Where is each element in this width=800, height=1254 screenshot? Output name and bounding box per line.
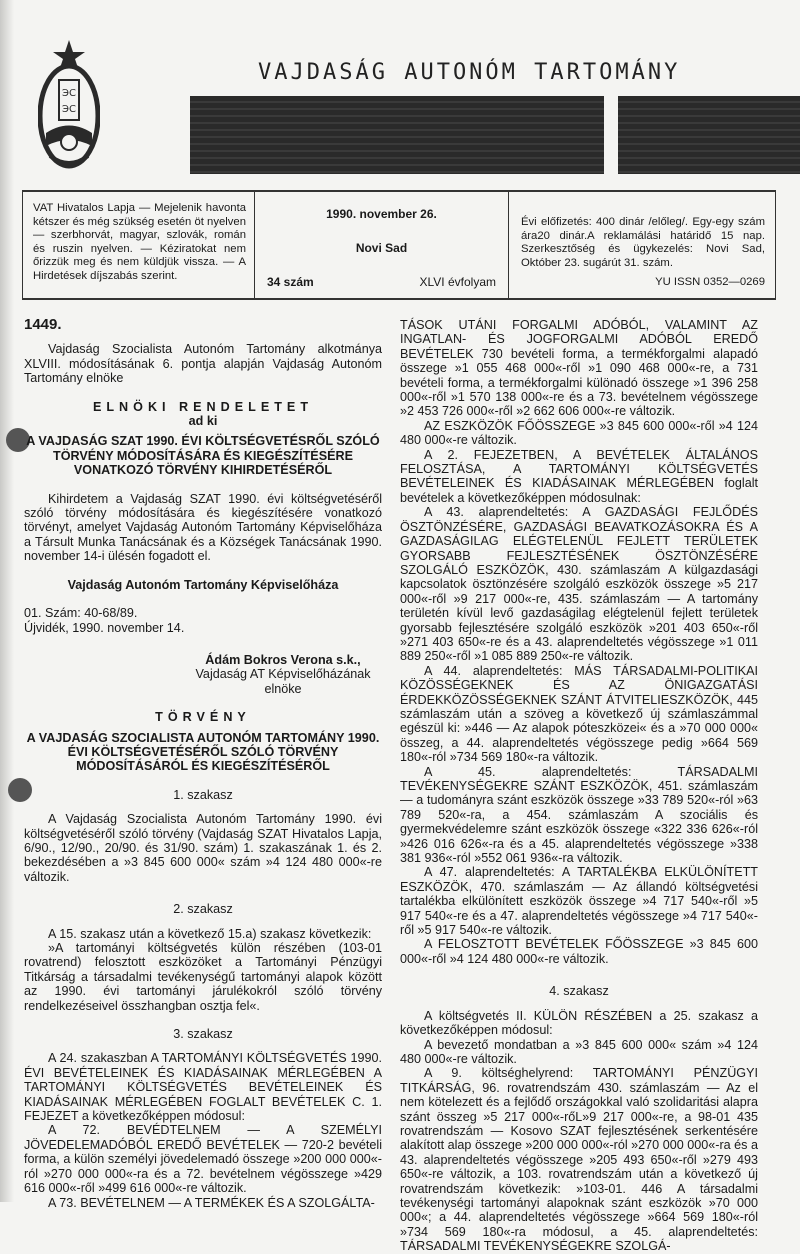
law-heading: A VAJDASÁG SZOCIALISTA AUTONÓM TARTOMÁNY 1990. ÉVI KÖLTSÉGVETÉSÉRŐL SZÓLÓ TÖRVÉNY MÓDOSÍTÁSÁRÓL ÉS KIEGÉSZÍTÉSÉRŐL xyxy=(26,730,380,774)
reference-place-date: Újvidék, 1990. november 14. xyxy=(24,620,185,635)
masthead-letter xyxy=(236,96,282,174)
body-paragraph: A 44. alaprendeltetés: MÁS TÁRSADALMI-POLITIKAI KÖZÖSSÉGEKNEK ÉS AZ ÖNIGAZGATÁSI ÉRDEKKÖZÖSSÉGEKNEK SZÁNT ÁTVITELIESZKÖZÖK, 445 számlaszám után a szöveg a következő új számlaszámmal egészül ki: »446 — Az alapok póteszközei« és a »70 000 000« összeg, a 44. alaprendeltetés végösszege pedig »664 569 180«-ról »734 569 180«-ra változik. xyxy=(400,663,758,765)
section-paragraph: A 24. szakaszban A TARTOMÁNYI KÖLTSÉGVETÉS 1990. ÉVI BEVÉTELEINEK ÉS KIADÁSAINAK MÉRLEGÉBEN A TARTOMÁNYI KÖLTSÉGVETÉS BEVÉTELEINEK ÉS KIADÁSAINAK MÉRLEGÉBEN FOGLALT BEVÉTELEK C. 1. FEJEZET a következőképpen módosul: xyxy=(24,1051,382,1124)
section-title: 4. szakasz xyxy=(549,984,609,999)
publication-info-box xyxy=(22,190,776,300)
section-title: 2. szakasz xyxy=(173,902,233,917)
assembly-name: Vajdaság Autonóm Tartomány Képviselőháza xyxy=(67,577,339,592)
issue-date: 1990. november 26. xyxy=(326,207,437,221)
masthead-letter xyxy=(558,96,604,174)
signer-title: Vajdaság AT Képviselőházának xyxy=(195,667,371,682)
decree-subtitle: ad ki xyxy=(188,414,218,429)
section-paragraph: A Vajdaság Szocialista Autonóm Tartomány 1990. évi költségvetéséről szóló törvény (Vajdaság SZAT Hivatalos Lapja, 6/90., 12/90., 20/90. és 31/90. szám) 1. szakaszának 1. és 2. bekezdésében a »3 845 600 000« szám »4 124 480 000«-re változik. xyxy=(24,812,382,884)
masthead-letter xyxy=(618,96,664,174)
body-paragraph: AZ ESZKÖZÖK FŐÖSSZEGE »3 845 600 000«-ről »4 124 480 000«-re változik. xyxy=(400,418,758,448)
issue-place: Novi Sad xyxy=(355,241,408,255)
section-paragraph: A 73. BEVÉTELNEM — A TERMÉKEK ÉS A SZOLGÁLTA- xyxy=(48,1195,375,1210)
body-paragraph: TÁSOK UTÁNI FORGALMI ADÓBÓL, VALAMINT AZ INGATLAN- ÉS JOGFORGALMI ADÓBÓL EREDŐ BEVÉTELEK 730 bevételi forma, a termékforgalmi alapadó összege »1 055 468 000«-ről »1 090 468 000«-re, a 731 bevételi forma, a termékforgalmi különadó összege »1 396 258 000«-ről »1 570 138 000«-re és a 73. bevételnem végösszege »2 453 726 000«-ről »2 662 606 000«-re változik. xyxy=(400,318,758,419)
coat-of-arms-emblem-icon xyxy=(38,38,100,176)
issue-number: 34 szám xyxy=(267,275,314,290)
body-paragraph: A 9. költséghelyrend: TARTOMÁNYI PÉNZÜGYI TITKÁRSÁG, 96. rovatrendszám 430. számlaszám — Az el nem kötelezett és a fejlődő országokkal való szolidaritási alapra szánt összeg »5 217 000«-rőL»9 217 000«-re, a 98-01 435 rovatrendszám — Kosovo SZAT fejlesztésének serkentésére alakított alap összege »200 000 000«-ról »270 000 000«-ra és a 43. alaprendeltetés végösszege »205 493 650«-ről »279 493 650«-re változik, a 103. rovatrendszám után a következő új rovatrendszám következik: »103-01. 446 A társadalmi tevékenységi tartományi alapoknak szánt eszközök »70 000 000«; a 44. alaprendeltetés végösszege »664 569 180«-ról »734 569 180«-ra módosul, a 45. alaprendeltetés: TÁRSADALMI TEVÉKENYSÉGEKRE SZOLGÁ- xyxy=(400,1066,758,1254)
masthead-letter xyxy=(466,96,512,174)
section-paragraph: A 15. szakasz után a következő 15.a) szakasz következik: xyxy=(48,926,372,941)
document-number: 1449. xyxy=(24,316,62,333)
section-paragraph: A 72. BEVÉDTELNEM — A SZEMÉLYI JÖVEDELEMADÓBÓL EREDŐ BEVÉTELEK — 720-2 bevételi forma, a külön személyi jövedelemadó összege »200 000 000«-ról »270 000 000«-ra és a 72. bevételnem végösszege »429 616 000«-ről »499 616 000«-re változik. xyxy=(24,1123,382,1196)
signer-name: Ádám Bokros Verona s.k., xyxy=(205,652,361,667)
issue-volume: XLVI évfolyam xyxy=(419,275,496,290)
intro-paragraph: Vajdaság Szocialista Autonóm Tartomány alkotmánya XLVIII. módosításának 6. pontja alapján Vajdaság Autonóm Tartomány elnöke xyxy=(24,342,382,386)
masthead-subtitle: VAJDASÁG AUTONÓM TARTOMÁNY xyxy=(258,60,681,85)
body-paragraph: A bevezető mondatban a »3 845 600 000« szám »4 124 480 000«-re változik. xyxy=(400,1037,758,1066)
masthead-letter xyxy=(420,96,466,174)
body-paragraph: A 45. alaprendeltetés: TÁRSADALMI TEVÉKENYSÉGEKRE SZÁNT ESZKÖZÖK, 451. számlaszám — a tudományra szánt eszközök összege »33 789 520«-ról »63 789 520«-ra, a 454. számlaszám A szociális és gyermekvédelemre szánt eszközök összege «322 336 626«-ról »426 016 626«-ra és a 45. alaprendeltetés végösszege »338 381 936«-ról »552 061 936«-ra változik. xyxy=(400,764,758,866)
subscription-text: Évi előfizetés: 400 dinár /előleg/. Egy-egy szám ára20 dinár.A reklamálási határidő 15 nap. Szerkesztőség és ügykezelés: Novi Sad, Október 23. sugárút 31. szám. xyxy=(521,216,765,269)
issn-number: YU ISSN 0352—0269 xyxy=(655,276,765,289)
left-column xyxy=(24,318,382,1210)
body-paragraph: A 47. alaprendeltetés: A TARTALÉKBA ELKÜLÖNÍTETT ESZKÖZÖK, 470. számlaszám — Az állandó költségvetési tartalékba elkülönített eszközök összege »4 717 540«-ről »5 917 540«-re és a 47. alaprendeltetés végösszege »4 717 540«-ről »5 917 540«-re változik. xyxy=(400,865,758,938)
masthead-letter xyxy=(374,96,420,174)
signer-role: elnöke xyxy=(264,681,302,696)
section-paragraph: »A tartományi költségvetés külön részében (103-01 rovatrend) felosztott eszközöket a Tartományi Pénzügyi Titkárság a társadalmi tevékenységű tartományi alapok között az 1990. évi tartományi járulékokról szóló törvény rendelkezéseivel összhangban osztja fel«. xyxy=(24,941,382,1013)
body-paragraph: A költségvetés II. KÜLÖN RÉSZÉBEN a 25. szakasz a következőképpen módosul: xyxy=(400,1008,758,1038)
masthead-letter xyxy=(756,96,800,174)
svg-text:ЭС: ЭС xyxy=(62,88,76,99)
section-title: 1. szakasz xyxy=(173,787,233,802)
decree-title: ELNÖKI RENDELETET xyxy=(92,399,314,414)
subscription-info xyxy=(509,192,775,298)
publication-notice: VAT Hivatalos Lapja — Mejelenik havonta kétszer és még szükség esetén öt nyelven — szerbhorvát, magyar, szlovák, román és ruszin nyelven. — Kéziratokat nem őrizzük meg és nem küldjük vissza. — A Hirdetések díjszabás szerint. xyxy=(23,192,255,298)
body-paragraph: A 43. alaprendeltetés: A GAZDASÁGI FEJLŐDÉS ÖSZTÖNZÉSÉRE, GAZDASÁGI BEAVATKOZÁSOKRA ÉS A GAZDASÁGILAG ELÉGTELENÜL FEJLETT TERÜLETEK GYORSABB FEJLESZTÉSÉNEK ÖSZTÖNZÉSÉRE SZOLGÁLÓ ESZKÖZÖK, 430. számlaszám A külgazdasági kapcsolatok ösztönzésére szolgáló eszközök összege »5 217 000«-ről »9 217 000«-re, 435. számlaszám — A tartomány területén kívül levő gazdaságilag elégtelenül fejlett területek gyorsabb fejlesztésére szolgáló eszközök »201 403 650«-ről »271 403 650«-re és a 43. alaprendeltetés végösszege »1 011 889 250«-ről »1 085 889 250«-re változik. xyxy=(400,505,758,664)
masthead-gap xyxy=(604,96,618,174)
promulgation-paragraph: Kihirdetem a Vajdaság SZAT 1990. évi költségvetéséről szóló törvény módosítására és kiegészítésére vonatkozó törvényt, amelyet Vajdaság Autonóm Tartomány Képviselőháza a Társult Munka Tanácsának és a Községek Tanácsának 1990. november 14-i ülésén fogadott el. xyxy=(24,491,382,564)
masthead-letter xyxy=(282,96,328,174)
issue-info xyxy=(255,192,509,298)
law-title: TÖRVÉNY xyxy=(155,710,251,725)
masthead-letter xyxy=(328,96,374,174)
svg-text:ЭС: ЭС xyxy=(62,104,76,115)
section-title: 3. szakasz xyxy=(173,1027,233,1042)
masthead-letter xyxy=(190,96,236,174)
body-paragraph: A 2. FEJEZETBEN, A BEVÉTELEK ÁLTALÁNOS FELOSZTÁSA, A TARTOMÁNYI KÖLTSÉGVETÉS BEVÉTELEINEK ÉS KIADÁSAINAK MÉRLEGÉBEN foglalt bevételek a következőképpen módosulnak: xyxy=(400,447,758,505)
reference-number: 01. Szám: 40-68/89. xyxy=(24,606,138,621)
masthead-letter xyxy=(664,96,710,174)
decree-heading: A VAJDASÁG SZAT 1990. ÉVI KÖLTSÉGVETÉSRŐL SZÓLÓ TÖRVÉNY MÓDOSÍTÁSÁRA ÉS KIEGÉSZÍTÉSÉRE VONATKOZÓ TÖRVÉNY KIHIRDETÉSÉRŐL xyxy=(26,434,380,478)
masthead-title xyxy=(190,96,786,174)
masthead-letter xyxy=(512,96,558,174)
masthead-letter xyxy=(710,96,756,174)
right-column xyxy=(400,318,758,1254)
body-paragraph: A FELOSZTOTT BEVÉTELEK FŐÖSSZEGE »3 845 600 000«-ről »4 124 480 000«-re változik. xyxy=(400,937,758,966)
scan-edge-shadow xyxy=(0,0,14,1202)
